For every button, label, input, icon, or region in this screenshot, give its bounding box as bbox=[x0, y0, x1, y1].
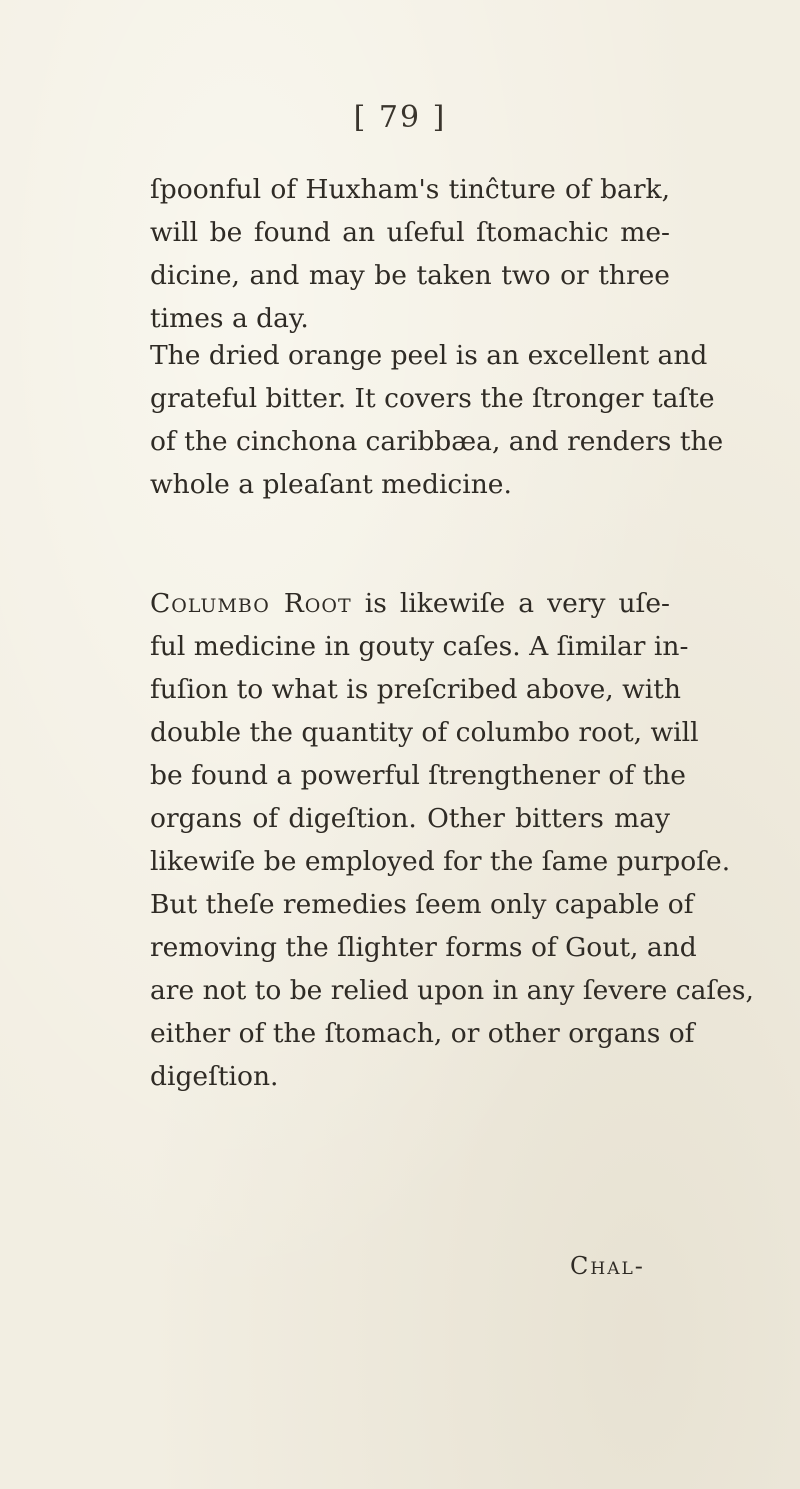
paragraph-1-line: ſpoonful of Huxham's tinĉture of bark, bbox=[150, 174, 670, 205]
paragraph-3-line: either of the ſtomach, or other organs of bbox=[150, 1018, 695, 1049]
columbo-root-heading: Columbo Root bbox=[150, 588, 352, 619]
paragraph-1 bbox=[150, 168, 670, 340]
paragraph-3-first-line bbox=[150, 582, 670, 625]
paragraph-3-line: removing the ſlighter forms of Gout, and bbox=[150, 932, 697, 963]
paragraph-3-line: fuſion to what is preſcribed above, with bbox=[150, 674, 681, 705]
paragraph-1-line: will be found an uſeful ſtomachic me- bbox=[150, 217, 670, 248]
paragraph-3-line: are not to be relied upon in any ſevere caſes, bbox=[150, 975, 754, 1006]
paragraph-3-line: be found a powerful ſtrengthener of the bbox=[150, 760, 686, 791]
paragraph-3-line: But theſe remedies ſeem only capable of bbox=[150, 889, 694, 920]
paragraph-2-line: The dried orange peel is an excellent and bbox=[150, 340, 708, 371]
paragraph-3-line: organs of digeſtion. Other bitters may bbox=[150, 803, 670, 834]
paragraph-3-line: double the quantity of columbo root, will bbox=[150, 717, 699, 748]
paragraph-3-line: digeſtion. bbox=[150, 1061, 279, 1092]
catchword: Chal- bbox=[570, 1252, 645, 1280]
paragraph-3-line: ful medicine in gouty caſes. A ſimilar in- bbox=[150, 631, 689, 662]
page-number: [ 79 ] bbox=[353, 100, 447, 135]
paragraph-1-line: dicine, and may be taken two or three bbox=[150, 260, 670, 291]
paragraph-2-line: whole a pleaſant medicine. bbox=[150, 469, 512, 500]
paragraph-3 bbox=[150, 582, 754, 1098]
paragraph-3-first-rest: is likewiſe a very uſe- bbox=[364, 588, 670, 619]
paragraph-2-line: grateful bitter. It covers the ſtronger taſte bbox=[150, 383, 715, 414]
paragraph-1-line: times a day. bbox=[150, 303, 309, 334]
paragraph-3-line: likewiſe be employed for the ſame purpoſe. bbox=[150, 846, 731, 877]
paragraph-2 bbox=[150, 334, 724, 506]
paragraph-2-line: of the cinchona caribbæa, and renders the bbox=[150, 426, 724, 457]
